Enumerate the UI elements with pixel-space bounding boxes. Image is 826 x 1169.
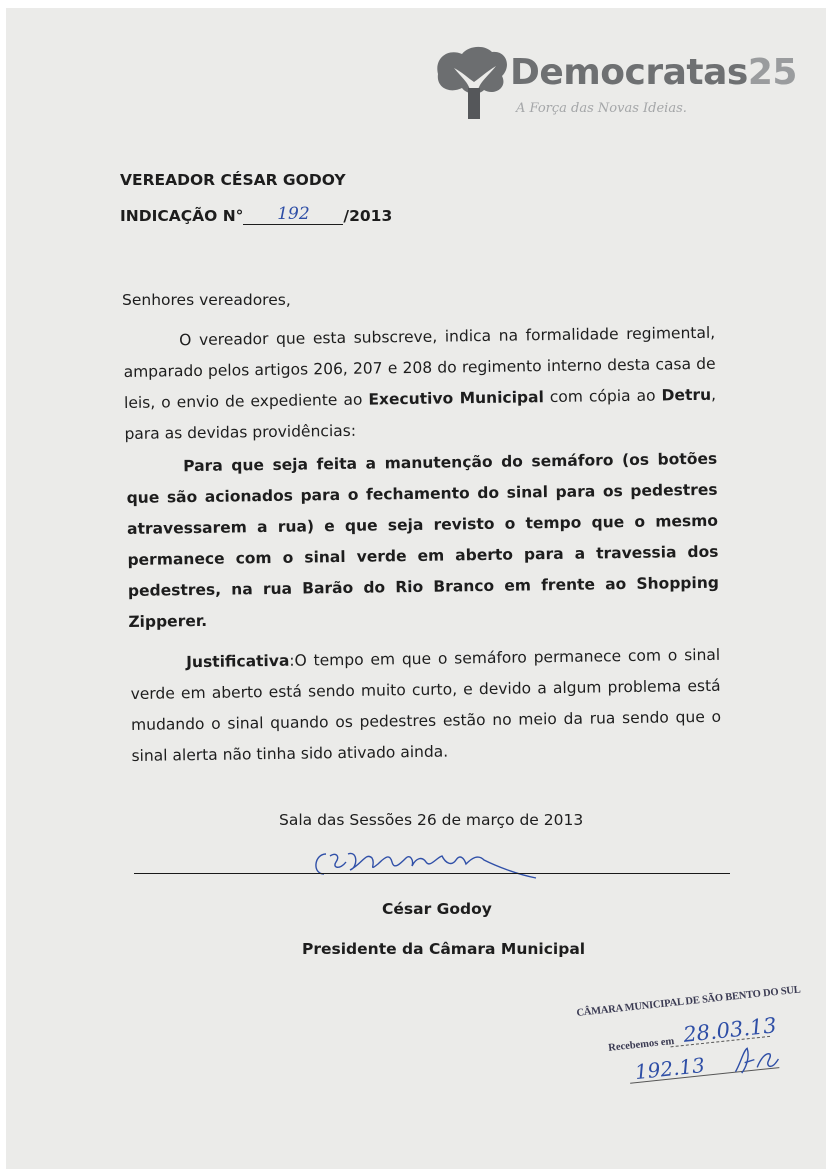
indication-prefix: INDICAÇÃO N° (120, 207, 244, 225)
author-heading: VEREADOR CÉSAR GODOY (120, 171, 346, 189)
indication-number: 192 (277, 204, 310, 224)
place-date: Sala das Sessões 26 de março de 2013 (279, 811, 584, 829)
intro-text: O vereador que esta subscreve, indica na formalidade regimental, amparado pelos artigos 206, 207 e 208 do regimento interno desta casa de leis, o envio de expediente ao (123, 323, 716, 412)
request-paragraph: Para que seja feita a manutenção do semáforo (os botões que são acionados para o fechamento do sinal para os pedestres atravessarem a rua) e que seja revisto o tempo que o mesmo permanece com o sinal verde em aberto para a travessia dos pedestres, na rua Barão do Rio Branco em frente ao Shopping Zipperer. (126, 449, 720, 631)
handwritten-signature (306, 834, 546, 884)
justification-label: Justificativa (186, 651, 290, 672)
tree-logo-icon (432, 44, 510, 120)
intro-text-2: com cópia ao (543, 386, 662, 407)
logo-slogan: A Força das Novas Ideias. (516, 101, 687, 116)
stamp-received-label: Recebemos em (607, 1035, 675, 1054)
intro-bold-detru: Detru (661, 385, 712, 405)
signer-title: Presidente da Câmara Municipal (302, 940, 586, 958)
stamp-initials-mark (729, 1041, 782, 1076)
indication-number-field (243, 204, 343, 225)
signature-line (134, 873, 730, 874)
stamp-title: CÂMARA MUNICIPAL DE SÃO BENTO DO SUL (576, 984, 802, 1019)
party-logo (432, 44, 797, 124)
indication-year: /2013 (343, 207, 393, 225)
reception-stamp (576, 983, 826, 1117)
justification-paragraph (130, 640, 722, 772)
logo-wordmark: Democratas25 (510, 52, 797, 93)
intro-text-3: , para as devidas providências: (124, 385, 717, 443)
intro-bold-executive: Executivo Municipal (368, 388, 544, 409)
stamp-received-date: 28.03.13 (682, 1013, 778, 1047)
signer-name: César Godoy (382, 900, 492, 918)
indication-line (120, 206, 392, 227)
salutation: Senhores vereadores, (122, 291, 291, 309)
document-page (6, 8, 826, 1169)
intro-paragraph (123, 318, 717, 450)
justification-text: :O tempo em que o semáforo permanece com o sinal verde em aberto está sendo muito curto, e devido a algum problema está mudando o sinal quando os pedestres estão no meio da rua sendo que o sinal alerta não tinha sido ativado ainda. (130, 645, 722, 765)
stamp-registration-number: 192.13 (633, 1052, 706, 1085)
